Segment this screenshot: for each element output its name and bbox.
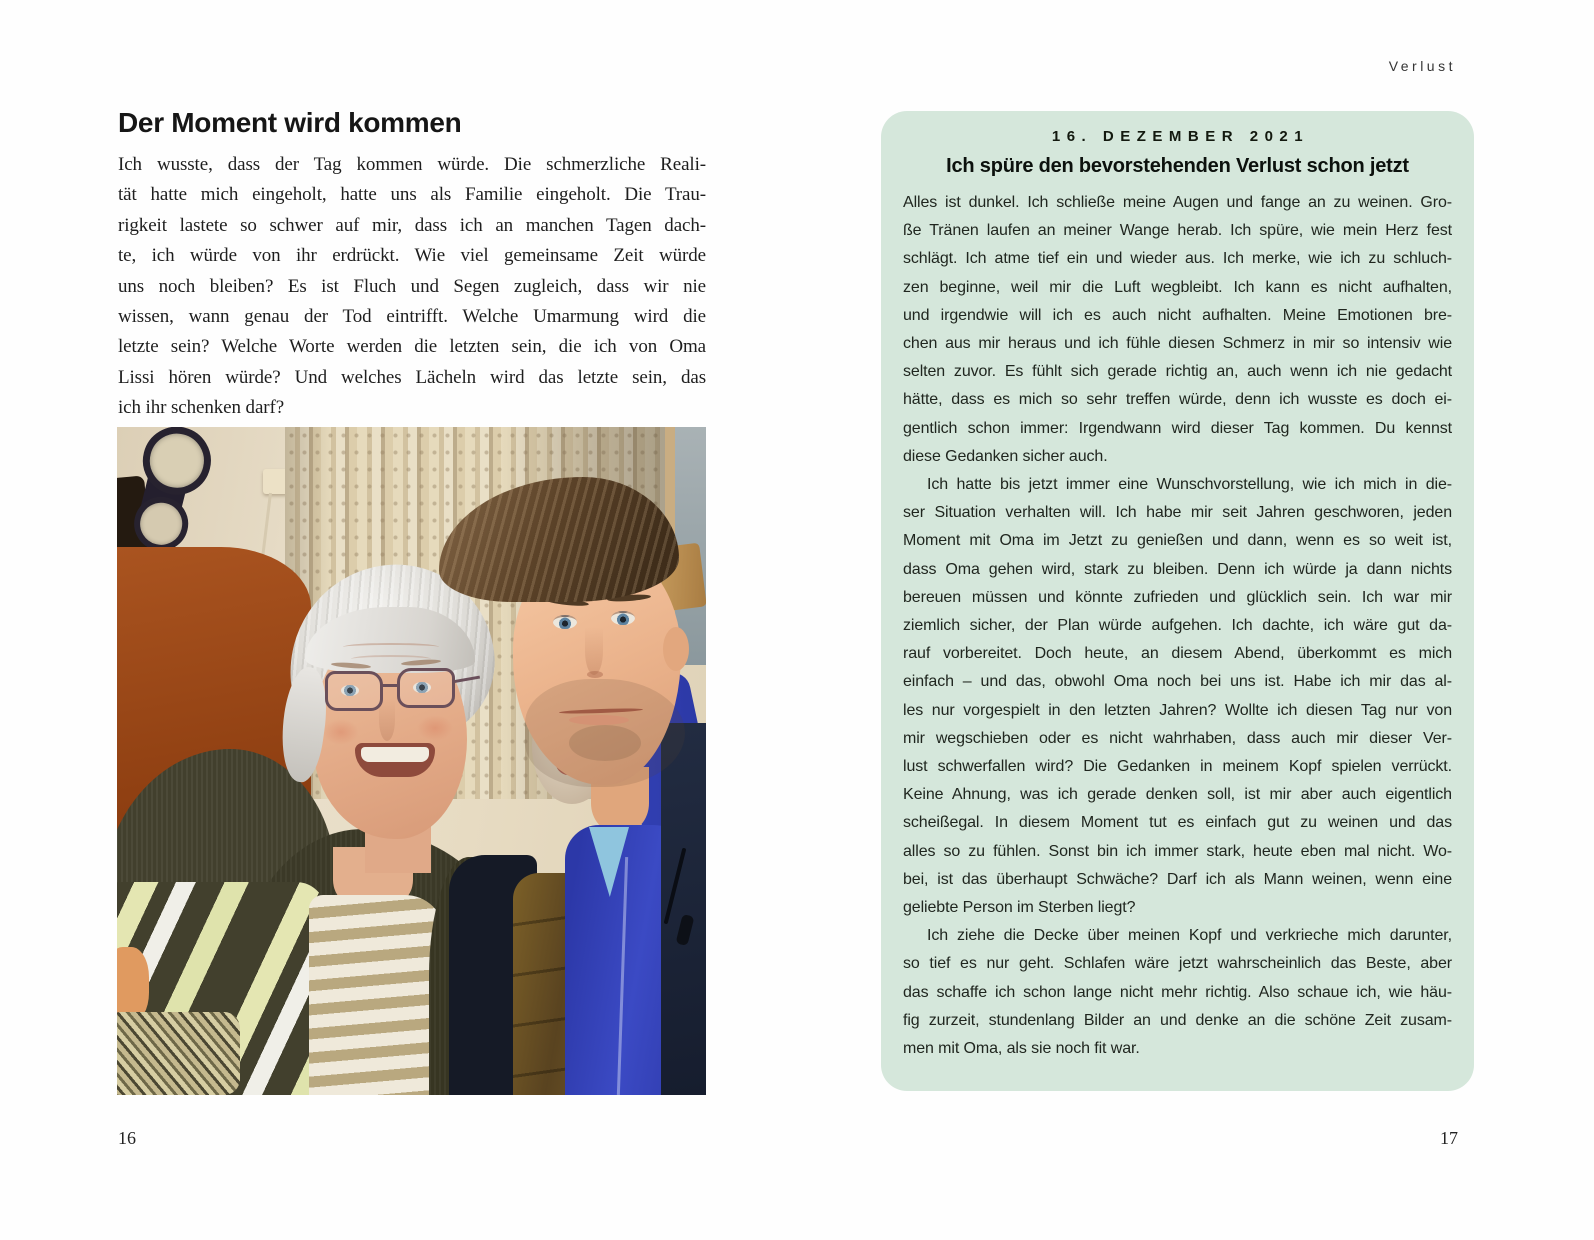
grandma-teeth: [361, 747, 429, 762]
diary-entry-box: [881, 111, 1474, 1091]
diary-paragraph-2: Ich hatte bis jetzt immer eine Wunschvorstellung, wie ich mich in die- ser Situation verhalten will. Ich habe mir seit Jahren geschworen, jeden Moment mit Oma im Jetzt zu genießen und dann, wenn es so weit ist, dass Oma gehen wird, stark zu bleiben. Denn ich würde ja dann nichts bereuen müssen und könnte zufrieden und glücklich sein. Ich war mir ziemlich sicher, der Plan würde aufgehen. Ich dachte, ich wäre gut da- rauf vorbereitet. Doch heute, an diesem Abend, überkommt es mich einfach – und das, obwohl Oma noch bei uns ist. Habe ich mir das al- les nur vorgespielt in den letzten Jahren? Wollte ich diesen Tag nur von mir wegschieben oder es nicht wahrhaben, dass auch mir dieser Ver- lust schwerfallen wird? Die Gedanken in meinem Kopf spielen verrückt. Keine Ahnung, was ich gerade denken soll, ist mir aber auch eigentlich scheißegal. In diesem Moment tut es einfach gut zu weinen und das alles so zu fühlen. Sonst bin ich immer stark, heute eben mal nicht. Wo- bei, ist das überhaupt Schwäche? Darf ich als Mann weinen, wenn eine geliebte Person im Sterben liegt?: [903, 476, 1452, 917]
grandma-cheek-right: [417, 715, 453, 741]
grandma-cheek-left: [323, 719, 359, 745]
grandma-knit-cuff: [117, 1012, 240, 1095]
left-body-paragraph: Ich wusste, dass der Tag kommen würde. Die schmerzliche Reali- tät hatte mich eingeholt, hatte uns als Familie eingeholt. Die Trau- rigkeit lastete so schwer auf mir, dass ich an manchen Tagen dach- te, ich würde von ihr erdrückt. Wie viel gemeinsame Zeit würde uns noch bleiben? Es ist Fluch und Segen zugleich, dass wir nie wissen, wann genau der Tod eintrifft. Welche Umarmung wird die letzte sein? Welche Worte werden die letzten sein, die ich von Oma Lissi hören würde? Und welches Lächeln wird das letzte sein, das ich ihr schenken darf?: [118, 154, 706, 419]
diary-title: Ich spüre den bevorstehenden Verlust schon jetzt: [946, 155, 1409, 177]
man-lower-lip: [569, 715, 629, 725]
grandma-striped-shirt: [309, 895, 445, 1095]
family-photo: [117, 427, 706, 1095]
grandma-forehead-wrinkle: [343, 643, 439, 651]
running-head: Verlust: [1388, 58, 1456, 74]
man-nostril-shadow: [587, 671, 603, 678]
page-number-right: 17: [1440, 1128, 1458, 1148]
page-number-left: 16: [118, 1128, 136, 1148]
diary-date: 16. DEZEMBER 2021: [1051, 128, 1310, 145]
grandma-glasses-left-lens: [325, 671, 383, 711]
man-nose: [585, 627, 603, 675]
man-chin-stubble: [569, 725, 641, 761]
diary-paragraph-3: Ich ziehe die Decke über meinen Kopf und verkrieche mich darunter, so tief es nur geht. Schlafen wäre jetzt wahrscheinlich das Beste, aber das schaffe ich schon lange nicht mehr richtig. Also schaue ich, wie häu- fig zurzeit, stundenlang Bilder an und denke an die schöne Zeit zusam- men mit Oma, als sie noch fit war.: [903, 927, 1452, 1058]
man-eye-left: [553, 615, 577, 629]
man-eye-right: [611, 611, 635, 625]
grandma-glasses-right-lens: [397, 668, 455, 708]
chapter-heading: Der Moment wird kommen: [118, 107, 462, 138]
diary-paragraph-1: Alles ist dunkel. Ich schließe meine Augen und fange an zu weinen. Gro- ße Tränen laufen an meiner Wange herab. Ich spüre, wie mein Herz fest schlägt. Ich atme tief ein und wieder aus. Ich merke, wie ich zu schluch- zen beginne, weil mir die Luft wegbleibt. Ich kann es nicht aufhalten, und irgendwie will ich es auch nicht aufhalten. Meine Emotionen bre- chen aus mir heraus und ich fühle diesen Schmerz in mir so intensiv wie selten zuvor. Es fühlt sich gerade richtig an, auch wenn ich nie gedacht hätte, dass es mich so sehr treffen würde, denn ich wusste es doch ei- gentlich schon immer: Irgendwann wird dieser Tag kommen. Du kennst diese Gedanken sicher auch.: [903, 194, 1452, 465]
grandma-glasses-bridge: [380, 684, 399, 687]
man-ear: [663, 627, 689, 671]
grandma-nose: [379, 699, 395, 741]
